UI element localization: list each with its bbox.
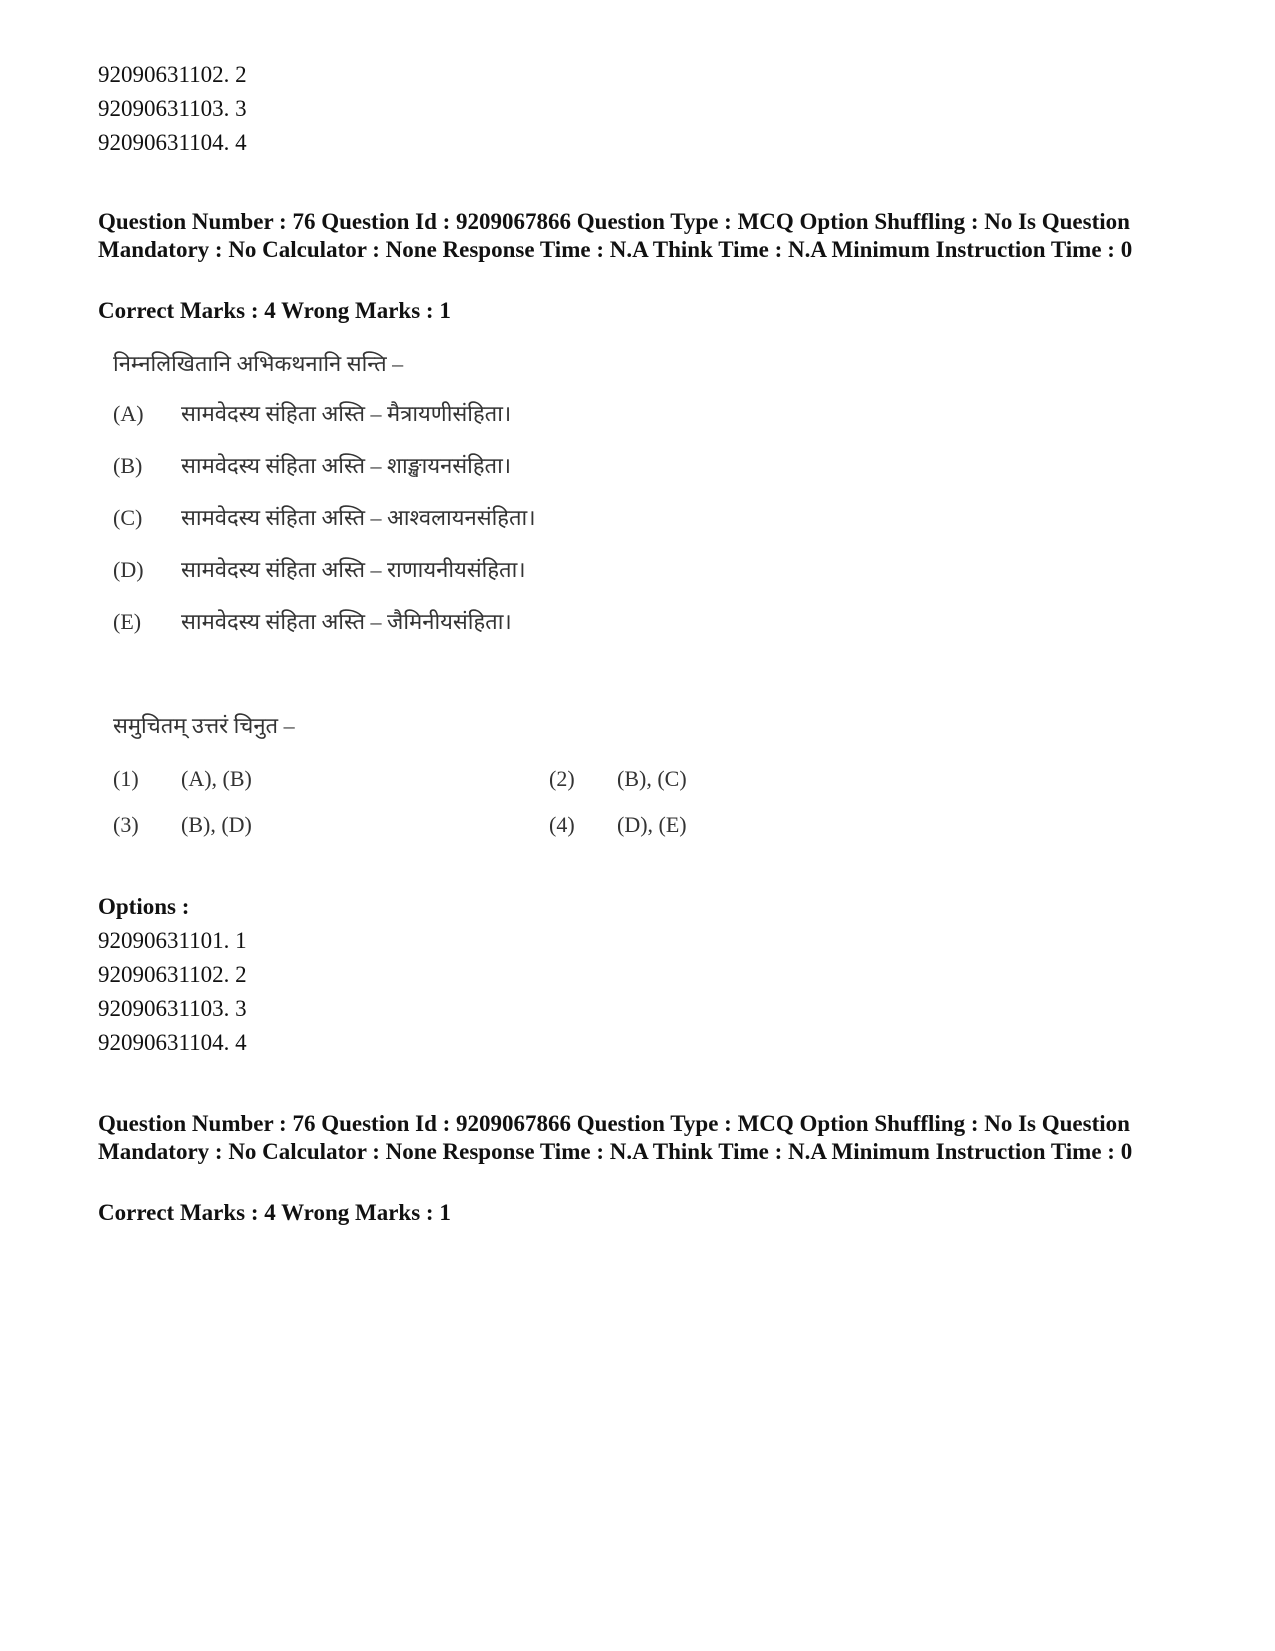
option-line: 92090631102. 2: [98, 962, 247, 987]
option-line: 92090631103. 3: [98, 96, 247, 121]
answer-number: (1): [113, 766, 139, 791]
answer-text: (B), (D): [181, 812, 252, 837]
option-line: 92090631104. 4: [98, 130, 247, 155]
previous-options-list: [98, 58, 247, 160]
statement-a: [113, 398, 511, 428]
statement-b: [113, 450, 511, 480]
question-header: Question Number : 76 Question Id : 9209067866 Question Type : MCQ Option Shuffling : No Is Question Mandatory : No Calculator : None Response Time : N.A Think Time : N.A Minimum Instruction Time : 0: [98, 209, 1133, 262]
next-question-marks: Correct Marks : 4 Wrong Marks : 1: [98, 1200, 451, 1225]
options-list: [98, 924, 247, 1060]
question-marks: Correct Marks : 4 Wrong Marks : 1: [98, 298, 451, 323]
answer-choice-4: [549, 812, 687, 838]
answer-text: (D), (E): [617, 812, 687, 837]
statement-text: सामवेदस्य संहिता अस्ति – शाङ्खायनसंहिता।: [181, 453, 512, 478]
answer-choice-1: [113, 766, 252, 792]
next-question-header: Question Number : 76 Question Id : 9209067866 Question Type : MCQ Option Shuffling : No Is Question Mandatory : No Calculator : None Response Time : N.A Think Time : N.A Minimum Instruction Time : 0: [98, 1111, 1133, 1164]
question-intro: निम्नलिखितानि अभिकथनानि सन्ति –: [113, 351, 404, 376]
answer-text: (B), (C): [617, 766, 687, 791]
option-line: 92090631103. 3: [98, 996, 247, 1021]
options-label: Options :: [98, 894, 190, 919]
question-prompt: समुचितम् उत्तरं चिनुत –: [113, 713, 295, 738]
statement-c: [113, 502, 536, 532]
answer-number: (2): [549, 766, 575, 791]
statement-text: सामवेदस्य संहिता अस्ति – राणायनीयसंहिता।: [181, 557, 526, 582]
statement-label: (C): [113, 505, 143, 530]
statement-label: (E): [113, 609, 142, 634]
question-body: [113, 340, 733, 870]
statement-text: सामवेदस्य संहिता अस्ति – मैत्रायणीसंहिता।: [181, 401, 512, 426]
answer-choice-2: [549, 766, 687, 792]
option-line: 92090631102. 2: [98, 62, 247, 87]
statement-label: (B): [113, 453, 143, 478]
option-line: 92090631101. 1: [98, 928, 247, 953]
statement-label: (A): [113, 401, 144, 426]
statement-e: [113, 606, 512, 636]
statement-label: (D): [113, 557, 144, 582]
statement-d: [113, 554, 526, 584]
statement-text: सामवेदस्य संहिता अस्ति – जैमिनीयसंहिता।: [181, 609, 512, 634]
answer-number: (4): [549, 812, 575, 837]
answer-text: (A), (B): [181, 766, 252, 791]
statement-text: सामवेदस्य संहिता अस्ति – आश्वलायनसंहिता।: [181, 505, 536, 530]
option-line: 92090631104. 4: [98, 1030, 247, 1055]
answer-number: (3): [113, 812, 139, 837]
answer-choice-3: [113, 812, 252, 838]
